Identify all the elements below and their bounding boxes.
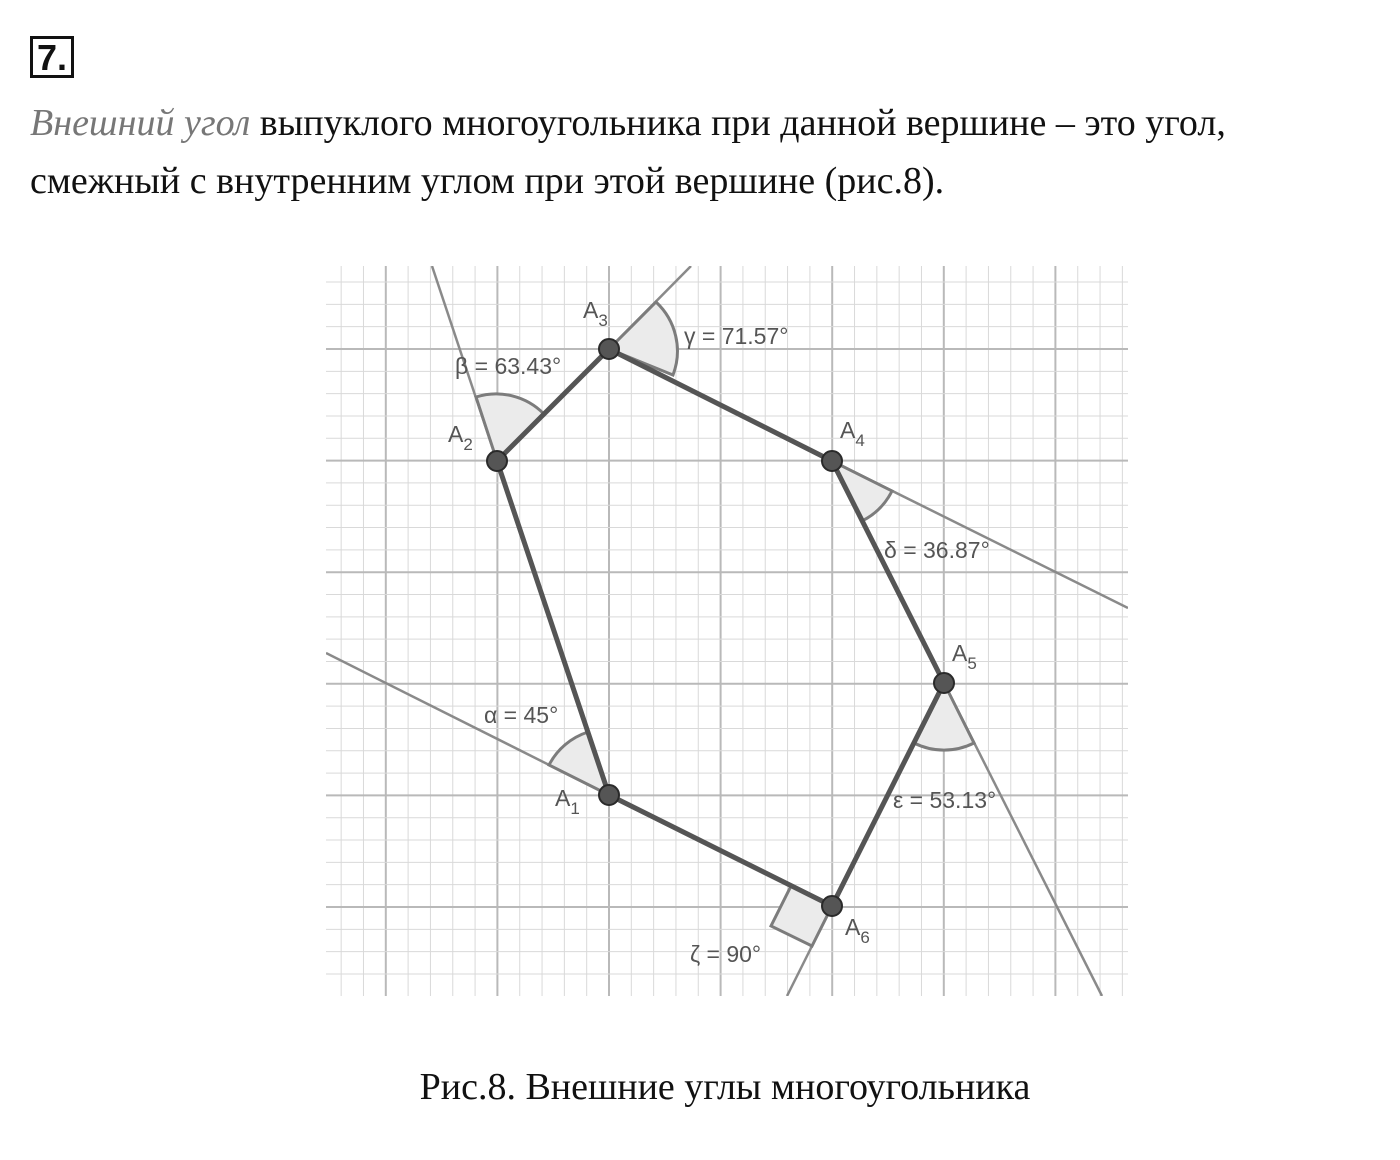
angle-label-epsilon: ε = 53.13°: [893, 787, 997, 813]
definition-term: Внешний угол: [30, 102, 251, 144]
vertex-a2-point: [487, 451, 507, 471]
vertex-a6-label: $A_6$: [845, 914, 870, 947]
angle-label-beta: β = 63.43°: [455, 353, 562, 379]
angle-label-alpha: α = 45°: [484, 702, 559, 728]
angle-mark-delta: [832, 461, 892, 521]
definition-line-1: [30, 94, 1370, 152]
vertex-a1-label: $A_1$: [555, 785, 580, 818]
vertex-a5-label: $A_5$: [952, 640, 977, 673]
angle-label-gamma: γ = 71.57°: [684, 323, 789, 349]
vertex-a2-label: $A_2$: [448, 421, 473, 454]
angle-mark-zeta: [771, 886, 832, 946]
angle-label-zeta: ζ = 90°: [690, 941, 762, 967]
grid: [326, 266, 1128, 996]
vertex-a1-point: [599, 785, 619, 805]
extension-lines: [326, 266, 1128, 996]
problem-number: 7.: [30, 36, 74, 78]
vertex-a4-point: [822, 451, 842, 471]
definition-line-1-rest: выпуклого многоугольника при данной вершине – это угол,: [250, 102, 1226, 144]
vertex-a5-point: [934, 673, 954, 693]
vertex-a3-label: $A_3$: [583, 297, 608, 330]
figure-caption: Рис.8. Внешние углы многоугольника: [419, 1066, 1031, 1108]
vertex-a6-point: [822, 896, 842, 916]
definition-text: [30, 94, 1370, 210]
vertex-a3-point: [599, 339, 619, 359]
definition-line-2: смежный с внутренним углом при этой вершине (рис.8).: [30, 160, 945, 202]
angle-label-delta: δ = 36.87°: [884, 537, 990, 563]
vertex-a4-label: $A_4$: [840, 417, 865, 450]
vertex-labels: [448, 297, 977, 947]
side-a1-a2: [497, 461, 609, 795]
polygon-exterior-angles-figure: [320, 260, 1140, 1005]
